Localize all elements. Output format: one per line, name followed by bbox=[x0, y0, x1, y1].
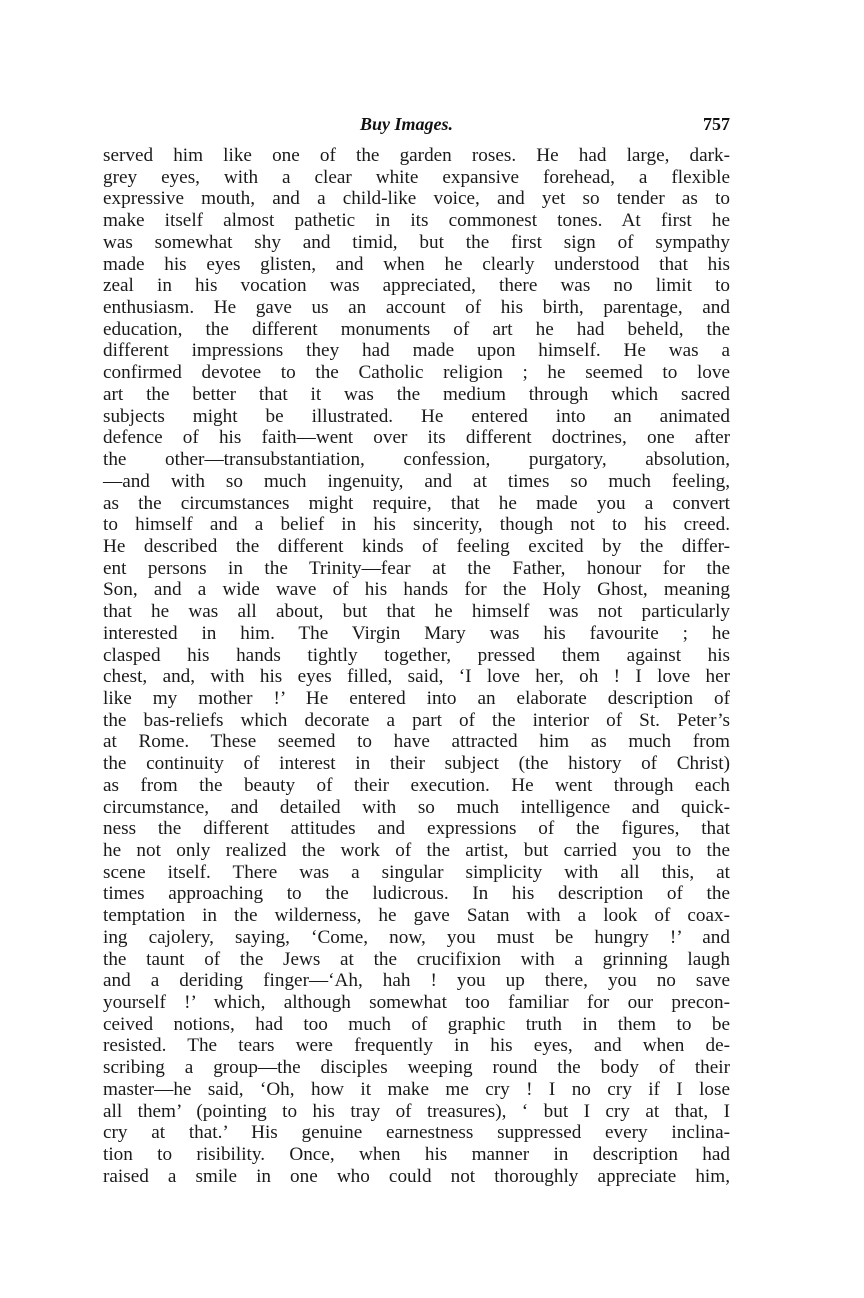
text-line: that he was all about, but that he himself was not particularly bbox=[103, 601, 730, 623]
text-line: interested in him. The Virgin Mary was his favourite ; he bbox=[103, 622, 730, 644]
text-line: make itself almost pathetic in its commonest tones. At first he bbox=[103, 210, 730, 232]
text-line: expressive mouth, and a child-like voice, and yet so tender as to bbox=[103, 188, 730, 210]
text-line: he not only realized the work of the artist, but carried you to the bbox=[103, 840, 730, 861]
text-line: ing cajolery, saying, ‘Come, now, you must be hungry !’ and bbox=[103, 926, 730, 948]
text-line: clasped his hands tightly together, pressed them against his bbox=[103, 644, 730, 666]
text-line: confirmed devotee to the Catholic religion ; he seemed to love bbox=[103, 362, 730, 384]
text-line: scribing a group—the disciples weeping round the body of their bbox=[103, 1057, 730, 1079]
text-line: art the better that it was the medium through which sacred bbox=[103, 383, 730, 405]
text-line: like my mother !’ He entered into an elaborate description of bbox=[103, 687, 730, 709]
text-line: subjects might be illustrated. He entered into an animated bbox=[103, 405, 730, 427]
text-line: made his eyes glisten, and when he clearly understood that his bbox=[103, 253, 730, 275]
text-line: zeal in his vocation was appreciated, there was no limit to bbox=[103, 275, 730, 297]
text-line: as the circumstances might require, that he made you a convert bbox=[103, 492, 730, 514]
text-line: yourself !’ which, although somewhat too familiar for our precon- bbox=[103, 992, 730, 1014]
text-line: ent persons in the Trinity—fear at the Father, honour for the bbox=[103, 557, 730, 579]
text-line: and a deriding finger—‘Ah, hah ! you up there, you no save bbox=[103, 970, 730, 992]
text-line: as from the beauty of their execution. He went through each bbox=[103, 774, 730, 796]
text-line: times approaching to the ludicrous. In his description of the bbox=[103, 883, 730, 905]
body-text bbox=[103, 145, 730, 1188]
text-line: Son, and a wide wave of his hands for the Holy Ghost, meaning bbox=[103, 579, 730, 601]
text-line: was somewhat shy and timid, but the first sign of sympathy bbox=[103, 231, 730, 253]
text-line: the other—transubstantiation, confession, purgatory, absolution, bbox=[103, 449, 730, 471]
text-line: ness the different attitudes and expressions of the figures, that bbox=[103, 818, 730, 840]
text-line: the bas-reliefs which decorate a part of the interior of St. Peter’s bbox=[103, 709, 730, 731]
text-line: education, the different monuments of art he had beheld, the bbox=[103, 318, 730, 340]
text-line: resisted. The tears were frequently in his eyes, and when de- bbox=[103, 1035, 730, 1057]
text-line: enthusiasm. He gave us an account of his birth, parentage, and bbox=[103, 297, 730, 319]
text-line: the continuity of interest in their subject (the history of Christ) bbox=[103, 753, 730, 775]
page-header bbox=[103, 114, 730, 138]
text-line: all them’ (pointing to his tray of treasures), ‘ but I cry at that, I bbox=[103, 1100, 730, 1122]
text-line: ceived notions, had too much of graphic truth in them to be bbox=[103, 1013, 730, 1035]
text-line: scene itself. There was a singular simplicity with all this, at bbox=[103, 861, 730, 883]
text-line: at Rome. These seemed to have attracted him as much from bbox=[103, 731, 730, 753]
text-line: temptation in the wilderness, he gave Satan with a look of coax- bbox=[103, 905, 730, 927]
text-line: raised a smile in one who could not thoroughly appreciate him, bbox=[103, 1165, 730, 1187]
text-line: to himself and a belief in his sincerity, though not to his creed. bbox=[103, 514, 730, 536]
text-line: circumstance, and detailed with so much intelligence and quick- bbox=[103, 796, 730, 818]
text-line: master—he said, ‘Oh, how it make me cry ! I no cry if I lose bbox=[103, 1078, 730, 1100]
text-line: defence of his faith—went over its different doctrines, one after bbox=[103, 427, 730, 449]
text-line: the taunt of the Jews at the crucifixion with a grinning laugh bbox=[103, 948, 730, 970]
text-line: tion to risibility. Once, when his manner in description had bbox=[103, 1144, 730, 1166]
text-line: grey eyes, with a clear white expansive forehead, a flexible bbox=[103, 166, 730, 188]
text-line: He described the different kinds of feeling excited by the differ- bbox=[103, 535, 730, 557]
text-line: chest, and, with his eyes filled, said, ‘I love her, oh ! I love her bbox=[103, 666, 730, 688]
text-line: cry at that.’ His genuine earnestness suppressed every inclina- bbox=[103, 1122, 730, 1144]
text-line: —and with so much ingenuity, and at times so much feeling, bbox=[103, 470, 730, 492]
text-line: different impressions they had made upon himself. He was a bbox=[103, 340, 730, 362]
running-title: Buy Images. bbox=[360, 114, 454, 134]
text-line: served him like one of the garden roses. He had large, dark- bbox=[103, 145, 730, 166]
page-number: 757 bbox=[703, 114, 730, 134]
